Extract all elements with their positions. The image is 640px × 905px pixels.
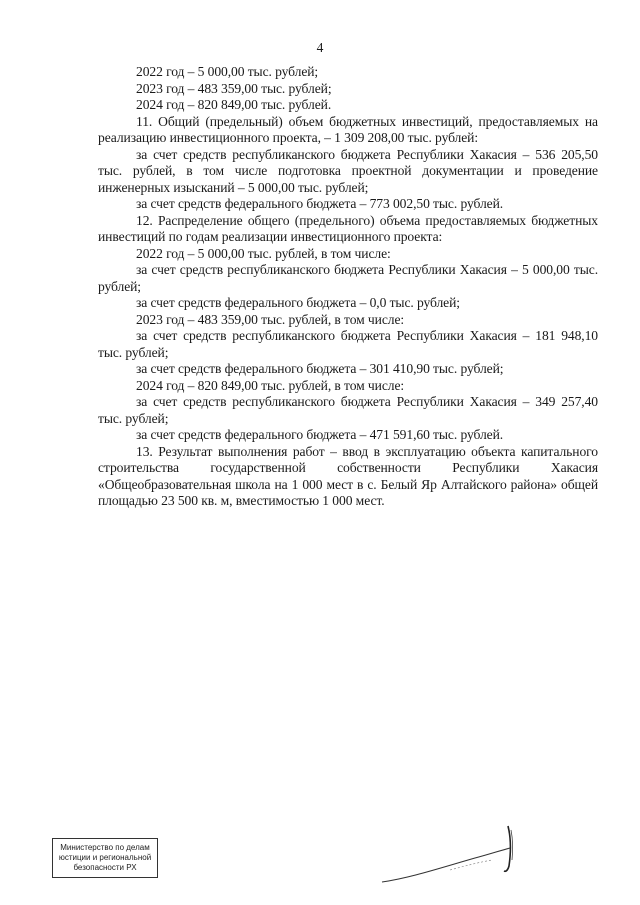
signature-mark	[380, 820, 530, 890]
paragraph-item-12: 12. Распределение общего (предельного) объема предоставляемых бюджетных инвестиций по годам реализации инвестиционного проекта:	[98, 212, 598, 244]
stamp-line-2: юстиции и региональной	[58, 853, 152, 862]
paragraph-2023-regional: за счет средств республиканского бюджета Республики Хакасия – 181 948,10 тыс. рублей;	[98, 328, 598, 360]
paragraph-2022-federal: за счет средств федерального бюджета – 0,0 тыс. рублей;	[136, 295, 460, 310]
paragraph-2023-total: 2023 год – 483 359,00 тыс. рублей, в том числе:	[136, 311, 405, 327]
paragraph-2024-total: 2024 год – 820 849,00 тыс. рублей, в том числе:	[136, 377, 405, 393]
document-body	[98, 64, 598, 510]
paragraph-2024-federal: за счет средств федерального бюджета – 471 591,60 тыс. рублей.	[136, 427, 504, 442]
paragraph-2022-regional: за счет средств республиканского бюджета Республики Хакасия – 5 000,00 тыс. рублей;	[98, 262, 598, 294]
paragraph-item-11-federal: за счет средств федерального бюджета – 773 002,50 тыс. рублей.	[136, 196, 504, 211]
stamp-line-3: безопасности РХ	[73, 863, 137, 872]
page-number: 4	[316, 40, 324, 55]
stamp-line-1: Министерство по делам	[60, 843, 150, 852]
paragraph-item-11: 11. Общий (предельный) объем бюджетных инвестиций, предоставляемых на реализацию инвестиционного проекта, – 1 309 208,00 тыс. рублей:	[98, 113, 598, 145]
paragraph-item-13: 13. Результат выполнения работ – ввод в эксплуатацию объекта капитального строительства государственной собственности Республики Хакасия «Общеобразовательная школа на 1 000 мест в с. Белый Яр Алтайского района» общей площадью 23 500 кв. м, вместимостью 1 000 мест.	[98, 443, 598, 508]
paragraph-budget-2023: 2023 год – 483 359,00 тыс. рублей;	[136, 80, 332, 96]
paragraph-2022-total: 2022 год – 5 000,00 тыс. рублей, в том числе:	[136, 245, 391, 261]
paragraph-2024-regional: за счет средств республиканского бюджета Республики Хакасия – 349 257,40 тыс. рублей;	[98, 394, 598, 426]
paragraph-budget-2024: 2024 год – 820 849,00 тыс. рублей.	[136, 97, 332, 112]
ministry-stamp	[52, 838, 158, 878]
paragraph-item-11-regional: за счет средств республиканского бюджета Республики Хакасия – 536 205,50 тыс. рублей, в том числе подготовка проектной документации и проведение инженерных изысканий – 5 000,00 тыс. рублей;	[98, 146, 598, 195]
paragraph-budget-2022: 2022 год – 5 000,00 тыс. рублей;	[136, 64, 319, 79]
paragraph-2023-federal: за счет средств федерального бюджета – 301 410,90 тыс. рублей;	[136, 361, 504, 376]
